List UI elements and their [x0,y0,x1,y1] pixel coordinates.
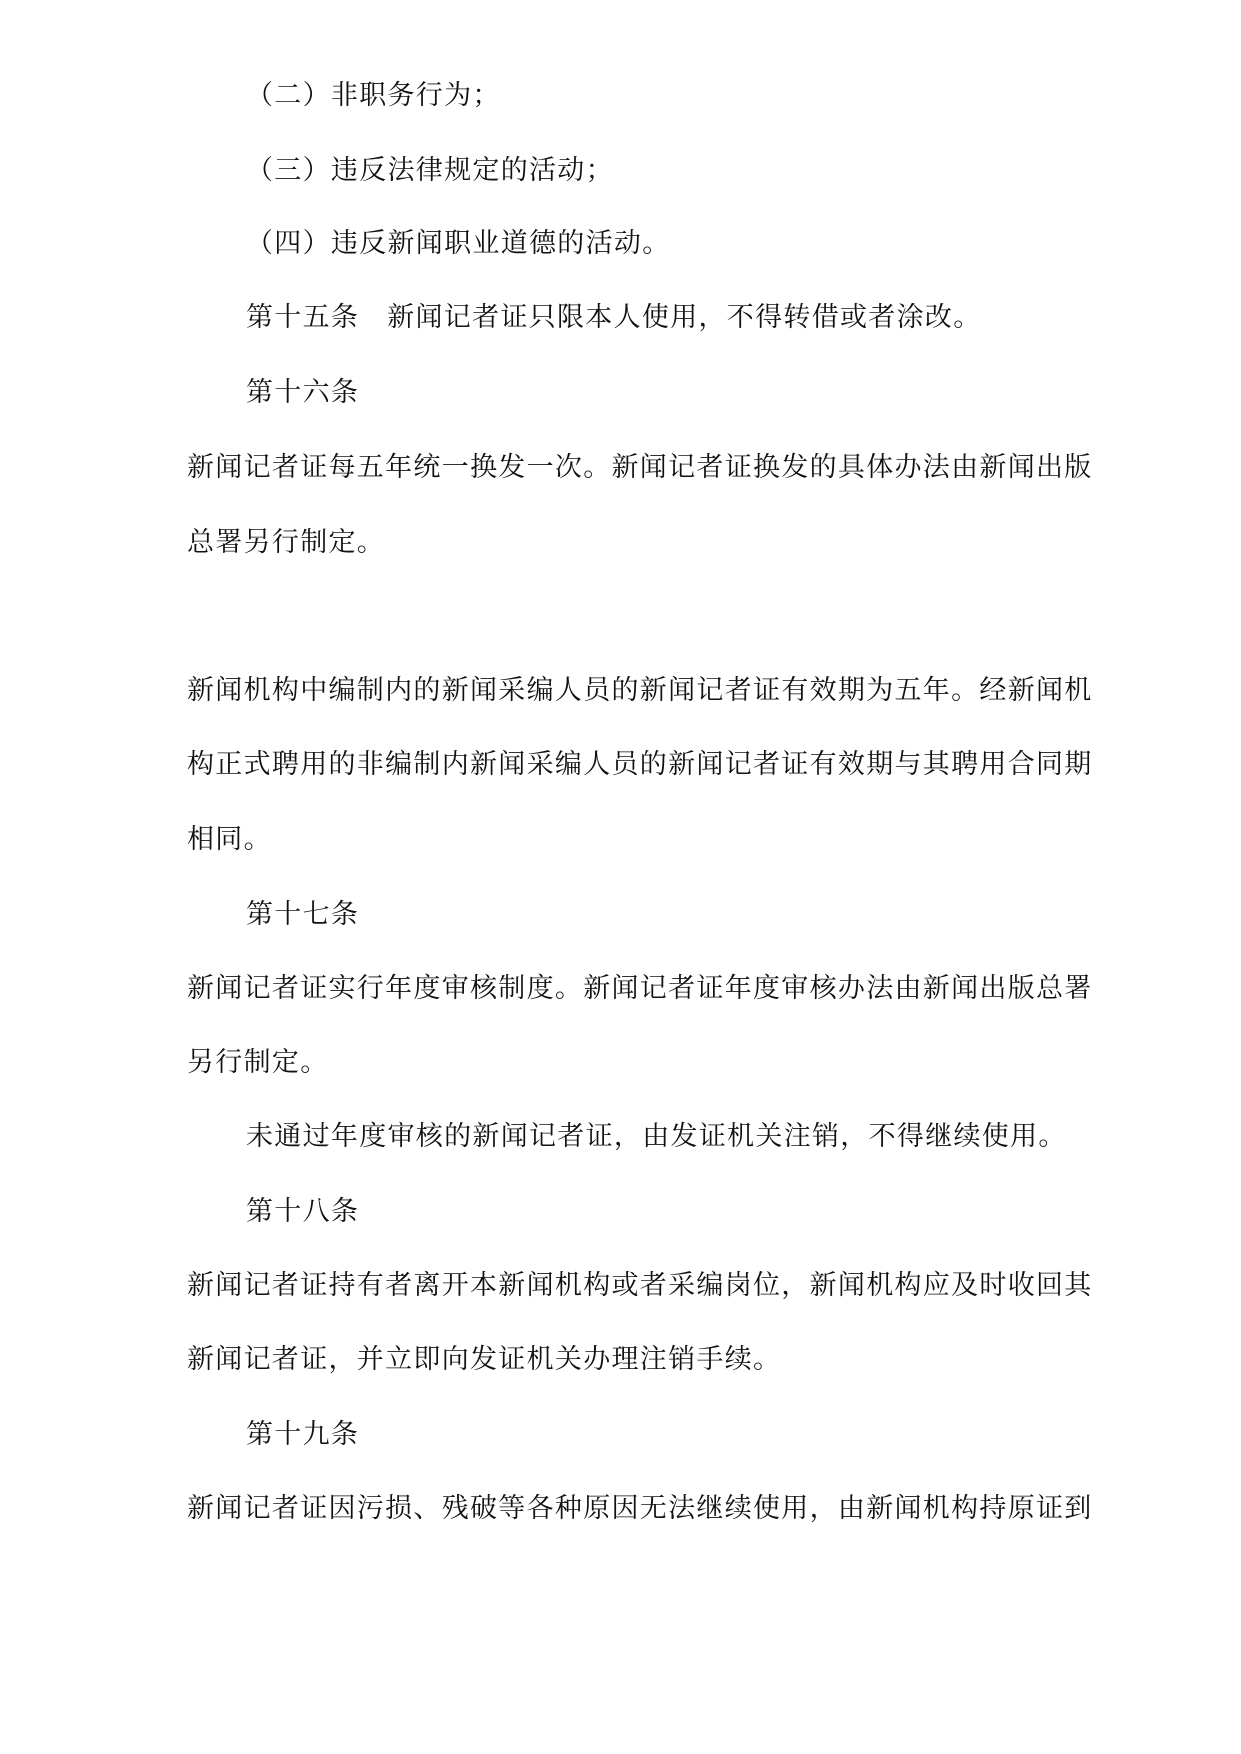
list-item-4: （四）违反新闻职业道德的活动。 [246,228,671,259]
article-17-paragraph-line: 另行制定。 [187,1047,329,1078]
article-18-paragraph-line: 新闻记者证，并立即向发证机关办理注销手续。 [187,1344,782,1375]
article-17-paragraph-line: 未通过年度审核的新闻记者证，由发证机关注销，不得继续使用。 [246,1121,1067,1152]
article-16-heading: 第十六条 [246,377,360,408]
article-16-paragraph-line: 构正式聘用的非编制内新闻采编人员的新闻记者证有效期与其聘用合同期 [187,749,1093,780]
article-19-heading: 第十九条 [246,1419,360,1450]
article-16-paragraph-line: 总署另行制定。 [187,527,386,558]
article-16-paragraph-line: 相同。 [187,824,272,855]
article-15-text: 新闻记者证只限本人使用，不得转借或者涂改。 [387,302,982,333]
article-17-paragraph-line: 新闻记者证实行年度审核制度。新闻记者证年度审核办法由新闻出版总署 [187,973,1093,1004]
article-16-paragraph-line: 新闻记者证每五年统一换发一次。新闻记者证换发的具体办法由新闻出版 [187,452,1093,483]
list-item-2: （二）非职务行为； [246,80,501,111]
article-18-heading: 第十八条 [246,1196,360,1227]
article-15 [246,300,982,336]
article-18-paragraph-line: 新闻记者证持有者离开本新闻机构或者采编岗位，新闻机构应及时收回其 [187,1270,1093,1301]
article-16-paragraph-line: 新闻机构中编制内的新闻采编人员的新闻记者证有效期为五年。经新闻机 [187,675,1093,706]
article-19-paragraph-line: 新闻记者证因污损、残破等各种原因无法继续使用，由新闻机构持原证到 [187,1493,1093,1524]
article-17-heading: 第十七条 [246,899,360,930]
list-item-3: （三）违反法律规定的活动； [246,155,614,186]
article-15-heading: 第十五条 [246,302,360,333]
